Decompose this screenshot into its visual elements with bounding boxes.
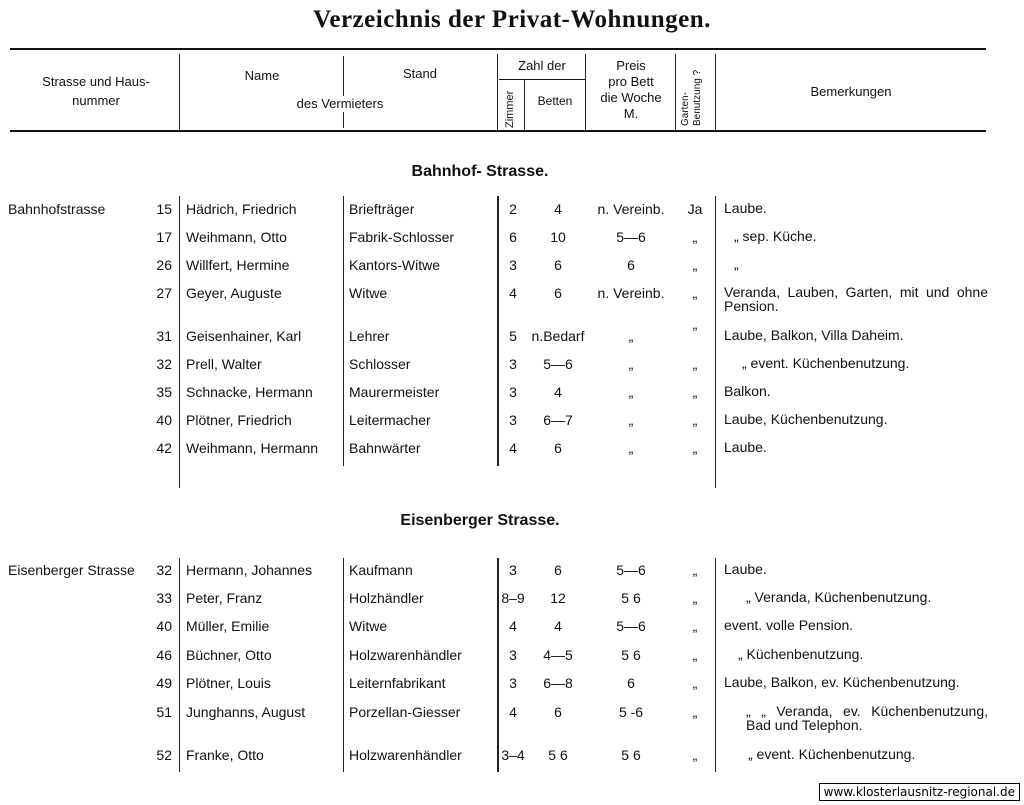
header-zahl-der: Zahl der xyxy=(518,58,566,73)
remarks: Laube, Balkon, ev. Küchenbenutzung. xyxy=(724,674,960,690)
house-number: 31 xyxy=(156,328,172,344)
rooms-count: 3 xyxy=(509,647,517,663)
price-per-bed: n. Vereinb. xyxy=(597,285,665,301)
price-per-bed: 5 -6 xyxy=(618,704,644,720)
col-sep xyxy=(524,80,525,130)
landlord-occupation: Holzwarenhändler xyxy=(349,647,462,663)
beds-count: 4—5 xyxy=(543,647,573,663)
source-watermark: www.klosterlausnitz-regional.de xyxy=(819,783,1020,801)
rooms-count: 5 xyxy=(509,328,517,344)
remarks: „ sep. Küche. xyxy=(734,228,817,244)
garden-use: „ xyxy=(692,356,698,372)
remarks: event. volle Pension. xyxy=(724,617,854,633)
table-row xyxy=(0,229,1024,253)
remarks: Laube. xyxy=(724,439,767,455)
rooms-count: 8–9 xyxy=(501,590,525,606)
header-betten: Betten xyxy=(537,94,573,108)
remarks: Laube. xyxy=(724,200,767,216)
rooms-count: 4 xyxy=(509,285,517,301)
landlord-name: Franke, Otto xyxy=(186,747,264,763)
rooms-count: 3–4 xyxy=(501,747,525,763)
landlord-name: Hädrich, Friedrich xyxy=(186,201,297,217)
remarks: „ event. Küchenbenutzung. xyxy=(742,355,910,371)
street-label: Eisenberger Strasse xyxy=(8,562,135,578)
rooms-count: 2 xyxy=(509,201,517,217)
remarks: „ Veranda, Küchenbenutzung. xyxy=(746,589,932,605)
zahl-der-rule xyxy=(499,79,585,80)
landlord-occupation: Leiternfabrikant xyxy=(349,675,446,691)
street-label: Bahnhofstrasse xyxy=(8,201,106,217)
price-per-bed: 6 xyxy=(627,257,635,273)
rooms-count: 3 xyxy=(509,384,517,400)
beds-count: n.Bedarf xyxy=(531,328,585,344)
beds-count: 12 xyxy=(550,590,566,606)
landlord-name: Plötner, Friedrich xyxy=(186,412,292,428)
table-row xyxy=(0,440,1024,464)
col-sep xyxy=(343,112,344,128)
house-number: 35 xyxy=(156,384,172,400)
house-number: 42 xyxy=(156,440,172,456)
house-number: 32 xyxy=(156,356,172,372)
house-number: 40 xyxy=(156,618,172,634)
section-heading: Eisenberger Strasse. xyxy=(400,512,560,529)
rooms-count: 3 xyxy=(509,356,517,372)
landlord-occupation: Maurermeister xyxy=(349,384,440,400)
beds-count: 6 xyxy=(554,440,562,456)
rooms-count: 3 xyxy=(509,257,517,273)
landlord-occupation: Fabrik-Schlosser xyxy=(349,229,455,245)
price-per-bed: 6 xyxy=(627,675,635,691)
landlord-name: Müller, Emilie xyxy=(186,618,270,634)
price-per-bed: 5 6 xyxy=(621,747,641,763)
table-row xyxy=(0,562,1024,586)
remarks: Laube, Balkon, Villa Daheim. xyxy=(724,327,904,343)
header-zimmer: Zimmer xyxy=(504,90,516,128)
col-sep xyxy=(179,54,180,130)
landlord-occupation: Schlosser xyxy=(349,356,411,372)
garden-use: „ xyxy=(692,412,698,428)
remarks: Laube. xyxy=(724,561,767,577)
table-row xyxy=(0,675,1024,699)
house-number: 33 xyxy=(156,590,172,606)
garden-use: „ xyxy=(692,285,698,301)
landlord-name: Junghanns, August xyxy=(186,704,306,720)
house-number: 17 xyxy=(156,229,172,245)
landlord-occupation: Kantors-Witwe xyxy=(349,257,441,273)
garden-use: „ xyxy=(692,257,698,273)
house-number: 27 xyxy=(156,285,172,301)
table-row xyxy=(0,257,1024,281)
table-row xyxy=(0,356,1024,380)
price-per-bed: „ xyxy=(628,356,634,372)
beds-count: 4 xyxy=(554,618,562,634)
garden-use: „ xyxy=(692,704,698,720)
beds-count: 6—7 xyxy=(543,412,573,428)
price-per-bed: „ xyxy=(628,412,634,428)
rooms-count: 4 xyxy=(509,618,517,634)
beds-count: 6 xyxy=(554,285,562,301)
garden-use: „ xyxy=(692,562,698,578)
header-name: Name xyxy=(244,68,280,83)
header-bemerkungen: Bemerkungen xyxy=(810,84,892,99)
garden-use: „ xyxy=(692,647,698,663)
garden-use: „ xyxy=(692,590,698,606)
house-number: 15 xyxy=(156,201,172,217)
garden-use: „ xyxy=(692,675,698,691)
landlord-name: Peter, Franz xyxy=(186,590,263,606)
house-number: 46 xyxy=(156,647,172,663)
landlord-name: Willfert, Hermine xyxy=(186,257,290,273)
remarks: „ event. Küchenbenutzung. xyxy=(748,746,916,762)
price-per-bed: „ xyxy=(628,384,634,400)
landlord-occupation: Holzwarenhändler xyxy=(349,747,462,763)
landlord-occupation: Leitermacher xyxy=(349,412,431,428)
landlord-name: Weihmann, Otto xyxy=(186,229,287,245)
header-garten: Garten- Benutzung ? xyxy=(680,69,703,126)
landlord-name: Weihmann, Hermann xyxy=(186,440,319,456)
header-des-vermieters: des Vermieters xyxy=(296,96,384,111)
beds-count: 10 xyxy=(550,229,566,245)
header-top-rule xyxy=(10,48,986,50)
header-stand: Stand xyxy=(403,66,437,81)
price-per-bed: „ xyxy=(628,328,634,344)
landlord-occupation: Porzellan-Giesser xyxy=(349,704,461,720)
price-per-bed: 5 6 xyxy=(621,647,641,663)
landlord-name: Plötner, Louis xyxy=(186,675,271,691)
remarks: Laube, Küchenbenutzung. xyxy=(724,411,888,427)
beds-count: 6 xyxy=(554,562,562,578)
remarks: Balkon. xyxy=(724,383,771,399)
table-row xyxy=(0,201,1024,225)
house-number: 32 xyxy=(156,562,172,578)
garden-use: „ xyxy=(692,316,698,332)
header-bottom-rule xyxy=(10,130,986,132)
beds-count: 6—8 xyxy=(543,675,573,691)
price-per-bed: 5 6 xyxy=(621,590,641,606)
landlord-name: Geisenhainer, Karl xyxy=(186,328,302,344)
rooms-count: 3 xyxy=(509,675,517,691)
landlord-name: Geyer, Auguste xyxy=(186,285,282,301)
page-title: Verzeichnis der Privat-Wohnungen. xyxy=(313,6,711,33)
garden-use: „ xyxy=(692,229,698,245)
remarks: „ xyxy=(734,256,739,272)
landlord-name: Schnacke, Hermann xyxy=(186,384,313,400)
remarks: „ Küchenbenutzung. xyxy=(738,646,864,662)
beds-count: 4 xyxy=(554,384,562,400)
beds-count: 6 xyxy=(554,257,562,273)
landlord-occupation: Kaufmann xyxy=(349,562,413,578)
landlord-occupation: Lehrer xyxy=(349,328,390,344)
section-heading: Bahnhof- Strasse. xyxy=(411,163,549,180)
house-number: 51 xyxy=(156,704,172,720)
rooms-count: 6 xyxy=(509,229,517,245)
table-row xyxy=(0,384,1024,408)
remarks: „ „ Veranda, ev. Küchenbenutzung, Bad und Telephon. xyxy=(746,703,988,733)
garden-use: „ xyxy=(692,384,698,400)
table-row xyxy=(0,412,1024,436)
col-sep xyxy=(343,56,344,96)
table-row xyxy=(0,590,1024,614)
garden-use: „ xyxy=(692,618,698,634)
price-per-bed: n. Vereinb. xyxy=(597,201,665,217)
beds-count: 4 xyxy=(554,201,562,217)
price-per-bed: 5—6 xyxy=(616,562,646,578)
beds-count: 5 6 xyxy=(548,747,568,763)
col-sep xyxy=(497,54,498,130)
landlord-occupation: Briefträger xyxy=(349,201,415,217)
table-row xyxy=(0,647,1024,671)
landlord-name: Prell, Walter xyxy=(186,356,262,372)
landlord-name: Hermann, Johannes xyxy=(186,562,313,578)
landlord-occupation: Witwe xyxy=(349,618,388,634)
rooms-count: 3 xyxy=(509,562,517,578)
rooms-count: 4 xyxy=(509,440,517,456)
price-per-bed: 5—6 xyxy=(616,618,646,634)
table-row xyxy=(0,703,1024,733)
remarks: Veranda, Lauben, Garten, mit und ohne Pension. xyxy=(724,284,988,314)
house-number: 40 xyxy=(156,412,172,428)
beds-count: 6 xyxy=(554,704,562,720)
garden-use: „ xyxy=(692,747,698,763)
price-per-bed: 5—6 xyxy=(616,229,646,245)
house-number: 52 xyxy=(156,747,172,763)
garden-use: „ xyxy=(692,440,698,456)
landlord-occupation: Bahnwärter xyxy=(349,440,421,456)
landlord-name: Büchner, Otto xyxy=(186,647,272,663)
garden-use: Ja xyxy=(687,201,703,217)
beds-count: 5—6 xyxy=(543,356,573,372)
table-row xyxy=(0,316,1024,352)
rooms-count: 4 xyxy=(509,704,517,720)
header-street: Strasse und Haus- nummer xyxy=(42,74,150,108)
landlord-occupation: Witwe xyxy=(349,285,388,301)
price-per-bed: „ xyxy=(628,440,634,456)
house-number: 26 xyxy=(156,257,172,273)
header-preis: Preis pro Bett die Woche M. xyxy=(600,58,662,121)
rooms-count: 3 xyxy=(509,412,517,428)
table-row xyxy=(0,618,1024,642)
house-number: 49 xyxy=(156,675,172,691)
table-row xyxy=(0,747,1024,771)
landlord-occupation: Holzhändler xyxy=(349,590,424,606)
table-row xyxy=(0,284,1024,314)
